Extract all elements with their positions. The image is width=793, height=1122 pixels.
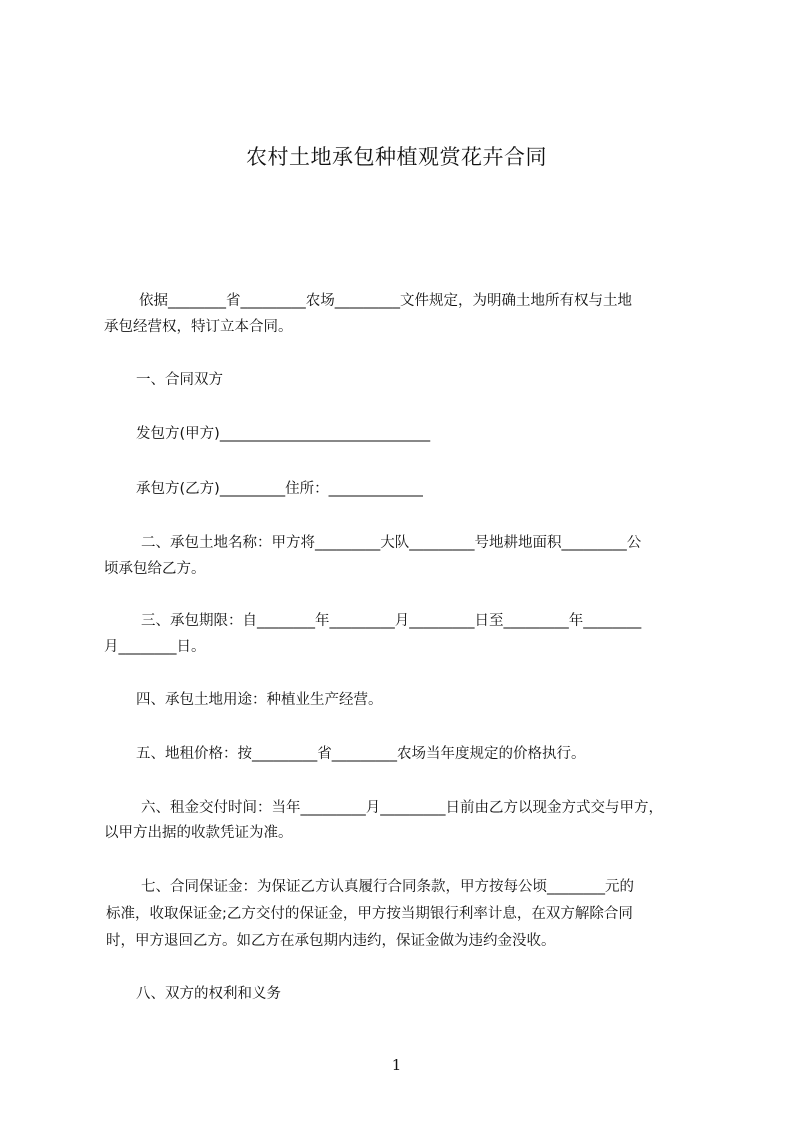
section-1-heading: 一、合同双方 bbox=[136, 372, 223, 388]
preamble-line-1: 依据________省_________农场_________文件规定，为明确土地所有权与土地 bbox=[139, 293, 632, 309]
section-5-line: 五、地租价格：按_________省_________农场当年度规定的价格执行。 bbox=[136, 746, 586, 762]
section-7-line-3: 时，甲方退回乙方。如乙方在承包期内违约，保证金做为违约金没收。 bbox=[106, 933, 556, 949]
section-4-line: 四、承包土地用途：种植业生产经营。 bbox=[136, 692, 383, 708]
preamble-line-2: 承包经营权，特订立本合同。 bbox=[104, 319, 293, 335]
document-title: 农村土地承包种植观赏花卉合同 bbox=[246, 145, 547, 169]
page-number: 1 bbox=[391, 1056, 402, 1074]
section-6-line-1: 六、租金交付时间：当年_________月_________日前由乙方以现金方式交与甲方， bbox=[141, 800, 663, 816]
party-a-line: 发包方(甲方)_____________________________ bbox=[136, 426, 431, 442]
section-7-line-1: 七、合同保证金：为保证乙方认真履行合同条款，甲方按每公顷________元的 bbox=[141, 879, 634, 895]
party-b-line: 承包方(乙方)_________住所：_____________ bbox=[136, 481, 423, 497]
section-7-line-2: 标准，收取保证金;乙方交付的保证金，甲方按当期银行利率计息，在双方解除合同 bbox=[106, 906, 633, 922]
section-3-line-2: 月________日。 bbox=[104, 639, 206, 655]
section-8-heading: 八、双方的权利和义务 bbox=[136, 986, 281, 1002]
section-2-line-1: 二、承包土地名称：甲方将_________大队_________号地耕地面积_________公 bbox=[141, 535, 642, 551]
section-3-line-1: 三、承包期限：自________年_________月_________日至_________年________ bbox=[141, 613, 642, 629]
section-6-line-2: 以甲方出据的收款凭证为准。 bbox=[104, 825, 293, 841]
section-2-line-2: 顷承包给乙方。 bbox=[104, 561, 206, 577]
